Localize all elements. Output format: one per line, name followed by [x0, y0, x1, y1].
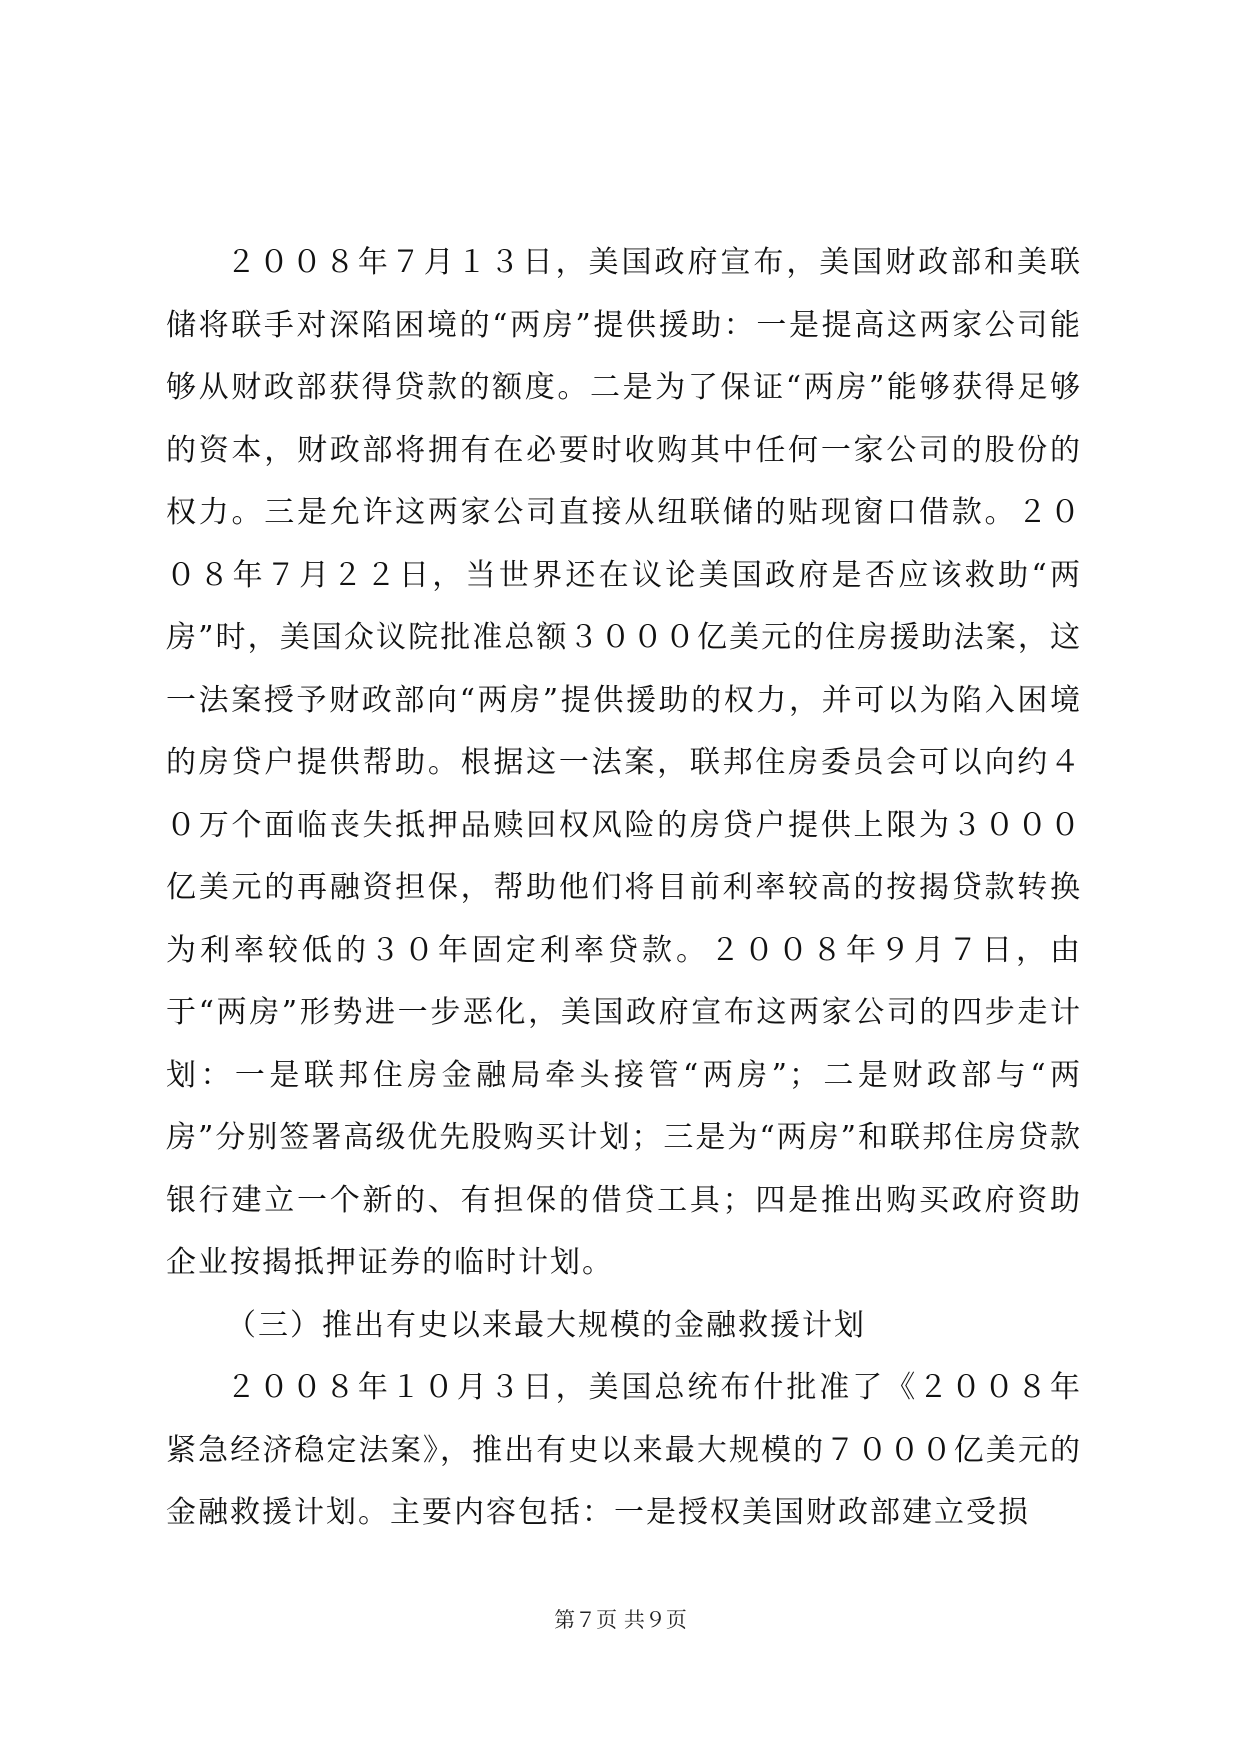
section-heading-3: （三）推出有史以来最大规模的金融救援计划	[226, 1307, 866, 1343]
page-footer: 第７页 共９页	[554, 1608, 687, 1632]
document-body	[166, 232, 1082, 1545]
paragraph-two-houses-rescue: ２００８年７月１３日，美国政府宣布，美国财政部和美联储将联手对深陷困境的“两房”提供援助：一是提高这两家公司能够从财政部获得贷款的额度。二是为了保证“两房”能够获得足够的资本，财政部将拥有在必要时收购其中任何一家公司的股份的权力。三是允许这两家公司直接从纽联储的贴现窗口借款。２００８年７月２２日，当世界还在议论美国政府是否应该救助“两房”时，美国众议院批准总额３０００亿美元的住房援助法案，这一法案授予财政部向“两房”提供援助的权力，并可以为陷入困境的房贷户提供帮助。根据这一法案，联邦住房委员会可以向约４０万个面临丧失抵押品赎回权风险的房贷户提供上限为３０００亿美元的再融资担保，帮助他们将目前利率较高的按揭贷款转换为利率较低的３０年固定利率贷款。２００８年９月７日，由于“两房”形势进一步恶化，美国政府宣布这两家公司的四步走计划：一是联邦住房金融局牵头接管“两房”；二是财政部与“两房”分别签署高级优先股购买计划；三是为“两房”和联邦住房贷款银行建立一个新的、有担保的借贷工具；四是推出购买政府资助企业按揭抵押证券的临时计划。	[166, 245, 1083, 1280]
paragraph-emergency-act: ２００８年１０月３日，美国总统布什批准了《２００８年紧急经济稳定法案》，推出有史以来最大规模的７０００亿美元的金融救援计划。主要内容包括：一是授权美国财政部建立受损	[166, 1370, 1082, 1530]
